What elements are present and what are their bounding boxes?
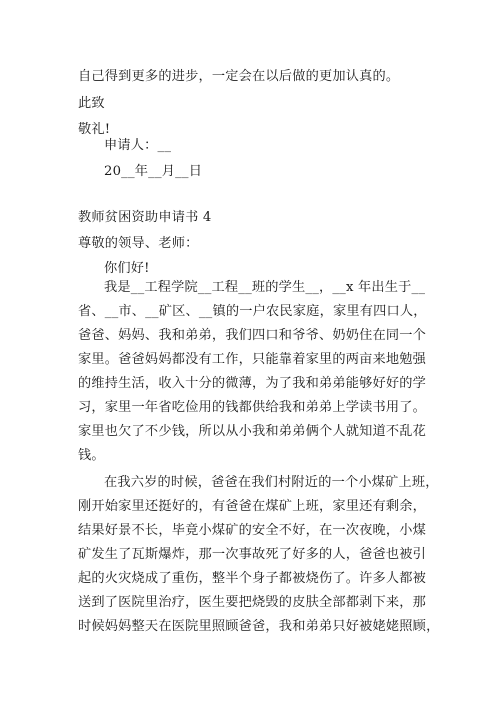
- paragraph-line: 结果好景不长，毕竟小煤矿的安全不好，在一次夜晚，小煤: [78, 523, 427, 538]
- greeting-recipients: 尊敬的领导、老师：: [78, 236, 199, 251]
- paragraph-line: 的维持生活，收入十分的微薄，为了我和弟弟能够好好的学: [78, 376, 427, 391]
- date-line: 20__年__月__日: [104, 164, 203, 179]
- paragraph-line: 爸爸、妈妈、我和弟弟，我们四口和爷爷、奶奶住在同一个: [78, 328, 427, 343]
- paragraph-line: 时候妈妈整天在医院里照顾爸爸，我和弟弟只好被姥姥照顾，: [78, 619, 440, 634]
- paragraph-line: 家里也欠了不少钱，所以从小我和弟弟俩个人就知道不乱花: [78, 424, 427, 439]
- paragraph-line: 习，家里一年省吃俭用的钱都供给我和弟弟上学读书用了。: [78, 400, 427, 415]
- paragraph-line: 家里。爸爸妈妈都没有工作，只能靠着家里的两亩来地勉强: [78, 352, 427, 367]
- applicant-signature: 申请人：__: [104, 138, 172, 153]
- paragraph-line: 我是__工程学院__工程__班的学生__，__x 年出生于__: [104, 280, 426, 295]
- paragraph-line: 钱。: [78, 448, 105, 463]
- closing-regards: 敬礼!: [78, 122, 111, 137]
- closing-salutation: 此致: [78, 96, 105, 111]
- paragraph-line: 在我六岁的时候，爸爸在我们村附近的一个小煤矿上班，: [104, 475, 439, 490]
- paragraph-line: 自己得到更多的进步，一定会在以后做的更加认真的。: [78, 69, 400, 84]
- paragraph-line: 送到了医院里治疗，医生要把烧毁的皮肤全部都剥下来，那: [78, 595, 427, 610]
- paragraph-line: 起的火灾烧成了重伤，整半个身子都被烧伤了。许多人都被: [78, 571, 427, 586]
- section-title: 教师贫困资助申请书 4: [78, 210, 212, 225]
- paragraph-line: 刚开始家里还挺好的，有爸爸在煤矿上班，家里还有剩余，: [78, 499, 427, 514]
- paragraph-line: 省、__市、__矿区、__镇的一户农民家庭，家里有四口人，: [78, 304, 427, 319]
- greeting-hello: 你们好!: [104, 261, 150, 276]
- paragraph-line: 矿发生了瓦斯爆炸，那一次事故死了好多的人，爸爸也被引: [78, 547, 427, 562]
